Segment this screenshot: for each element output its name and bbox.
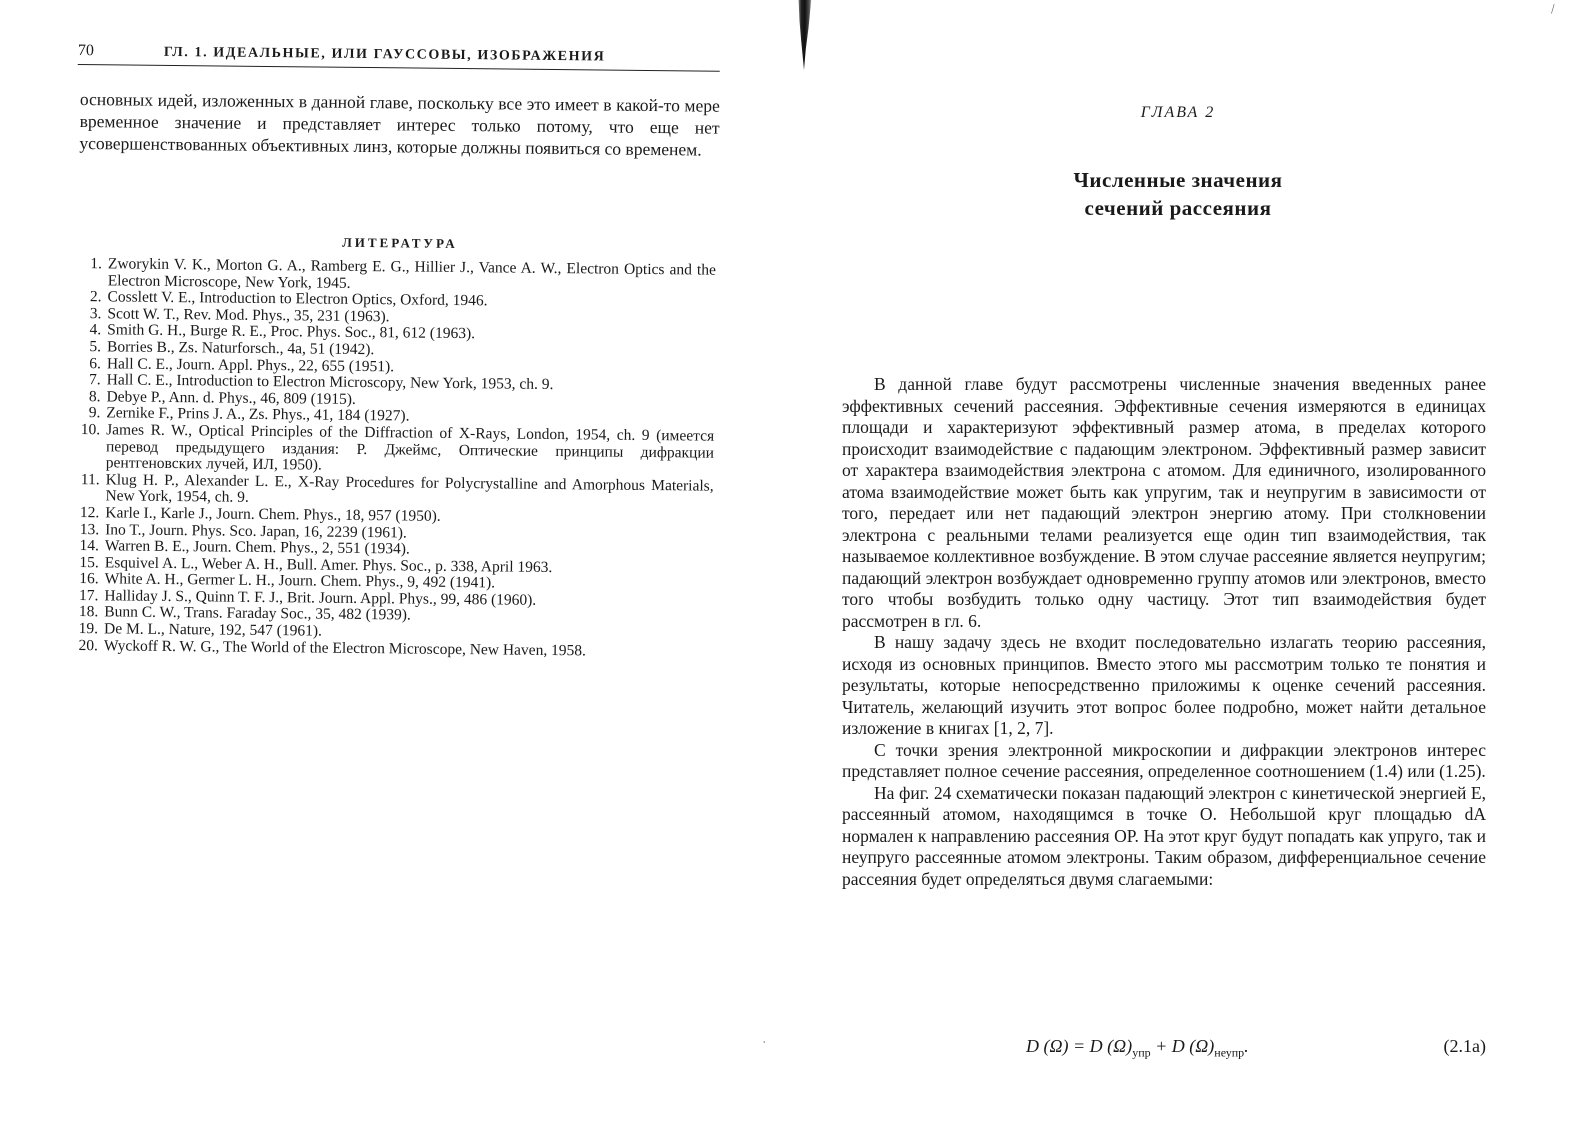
body-paragraph: С точки зрения электронной микроскопии и дифракции электронов интерес представляет полное сечение рассеяния, определенное соотношением (1.4) или (1.25). — [842, 739, 1486, 781]
corner-mark: \ — [1546, 2, 1559, 17]
reference-item: 1. Zworykin V. K., Morton G. A., Ramberg E. G., Hillier J., Vance A. W., Electron Optics and the Electron Microscope, New York, 1945. — [90, 255, 716, 292]
body-paragraph: В нашу задачу здесь не входит последовательно излагать теорию рассеяния, исходя из основных принципов. Вместо этого мы рассмотрим только те понятия и результаты, которые непосредственно приложимы к оценке сечений рассеяния. Читатель, желающий изучить этот вопрос более подробно, может найти детальное изложение в книгах [1, 2, 7]. — [842, 632, 1486, 738]
reference-item: 2. Cosslett V. E., Introduction to Electron Optics, Oxford, 1946. — [89, 288, 488, 310]
reference-list — [72, 256, 716, 661]
reference-item: 5. Borries B., Zs. Naturforsch., 4a, 51 (1942). — [89, 338, 375, 359]
reference-item: 13. Ino T., Journ. Phys. Sco. Japan, 16, 2239 (1961). — [79, 520, 407, 541]
reference-item: 6. Hall C. E., Journ. Appl. Phys., 22, 655 (1951). — [89, 354, 395, 375]
reference-item: 8. Debye P., Ann. d. Phys., 46, 809 (1915). — [88, 387, 356, 408]
reference-item: 12. Karle I., Karle J., Journ. Chem. Phys., 18, 957 (1950). — [79, 503, 441, 525]
scan-mark: ˌ — [762, 1028, 767, 1043]
reference-item: 10. James R. W., Optical Principles of the Diffraction of X-Rays, London, 1954, ch. 9 (имеется перевод предыдущего издания: Р. Джеймс, Оптические принципы дифракции рентгеновских лучей, ИЛ, 1950). — [80, 420, 715, 474]
left-paragraph-block — [79, 88, 720, 161]
reference-item: 20. Wyckoff R. W. G., The World of the Electron Microscope, New Haven, 1958. — [78, 636, 587, 660]
chapter-body — [842, 374, 1486, 890]
literature-heading: ЛИТЕРАТУРА — [342, 234, 458, 251]
reference-item: 7. Hall C. E., Introduction to Electron Microscopy, New York, 1953, ch. 9. — [88, 371, 554, 394]
reference-item: 17. Halliday J. S., Quinn T. F. J., Brit. Journ. Appl. Phys., 99, 486 (1960). — [78, 586, 537, 609]
reference-item: 11. Klug H. P., Alexander L. E., X-Ray Procedures for Polycrystalline and Amorphous Materials, New York, 1954, ch. 9. — [80, 470, 714, 507]
equation-number: (2.1а) — [1443, 1036, 1486, 1056]
reference-item: 16. White A. H., Germer L. H., Journ. Chem. Phys., 9, 492 (1941). — [79, 570, 496, 592]
body-paragraph: В данной главе будут рассмотрены численные значения введенных ранее эффективных сечений рассеяния. Эффективные сечения измеряются в единицах площади и характеризуют эффективный размер атома, в пределах которого происходит взаимодействие с падающим электроном. Эффективный размер зависит от характера взаимодействия электрона с атомом. Для единичного, изолированного атома взаимодействие может быть как упругим, так и неупругим в зависимости от того, передает или нет падающий электрон энергию атому. При столкновении электрона с реальными телами реализуется еще один тип взаимодействия, так называемое коллективное возбуждение. В этом случае рассеяние является неупругим; падающий электрон возбуждает одновременно группу атомов или электронов, вместо того чтобы возбудить только одну частицу. Этот тип взаимодействия будет рассмотрен в гл. 6. — [842, 374, 1486, 631]
equation-expression: D (Ω) = D $(\Omega)_{упр} + D$ $(\Omega)_{неупр}$. — [1026, 1036, 1249, 1060]
chapter-title-line: сечений рассеяния — [1084, 196, 1272, 220]
reference-item: 15. Esquivel A. L., Weber A. H., Bull. Amer. Phys. Soc., p. 338, April 1963. — [79, 553, 553, 576]
running-head-title: ГЛ. 1. ИДЕАЛЬНЫЕ, ИЛИ ГАУССОВЫ, ИЗОБРАЖЕНИЯ — [163, 44, 606, 65]
reference-item: 19. De M. L., Nature, 192, 547 (1961). — [78, 620, 323, 640]
reference-item: 3. Scott W. T., Rev. Mod. Phys., 35, 231 (1963). — [89, 304, 390, 326]
page-number: 70 — [77, 42, 94, 60]
body-paragraph: На фиг. 24 схематически показан падающий электрон с кинетической энергией E, рассеянный атомом, находящимся в точке O. Небольшой круг площадью dA нормален к направлению рассеяния OP. На этот круг будут попадать как упруго, так и неупруго рассеянные атомом электроны. Таким образом, дифференциальное сечение рассеяния будет определяться двумя слагаемыми: — [842, 782, 1486, 889]
left-paragraph: основных идей, изложенных в данной главе, поскольку все это имеет в какой-то мере временное значение и представляет интерес только потому, что еще нет усовершенствованных объективных линз, которые должны появиться со временем. — [79, 88, 720, 160]
reference-item: 9. Zernike F., Prins J. A., Zs. Phys., 41, 184 (1927). — [88, 404, 410, 425]
chapter-label: ГЛАВА 2 — [1140, 104, 1216, 121]
chapter-title-line: Численные значения — [1073, 168, 1283, 192]
chapter-title — [785, 166, 1571, 222]
reference-item: 4. Smith G. H., Burge R. E., Proc. Phys. Soc., 81, 612 (1963). — [89, 321, 476, 343]
reference-item: 18. Bunn C. W., Trans. Faraday Soc., 35, 482 (1939). — [78, 603, 411, 624]
reference-item: 14. Warren B. E., Journ. Chem. Phys., 2, 551 (1934). — [79, 537, 410, 558]
equation-2-1a — [842, 1036, 1486, 1062]
